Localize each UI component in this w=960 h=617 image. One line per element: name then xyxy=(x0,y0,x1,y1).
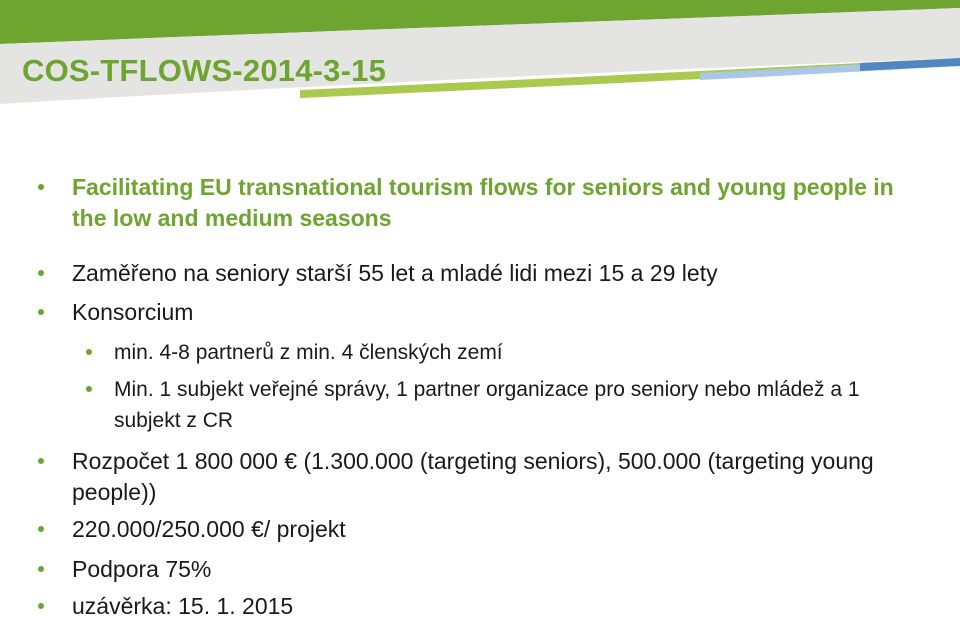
bullet-support xyxy=(72,554,932,585)
bullet-dot-icon xyxy=(38,309,44,315)
bullet-text: Min. 1 subjekt veřejné správy, 1 partner organizace pro seniory nebo mládež a 1 subjekt z CR xyxy=(114,378,860,432)
bullet-text: Zaměřeno na seniory starší 55 let a mladé lidi mezi 15 a 29 lety xyxy=(72,260,718,286)
bullet-deadline xyxy=(72,591,932,617)
bullet-project-amount xyxy=(72,514,932,545)
slide-title: COS-TFLOWS-2014-3-15 xyxy=(22,53,387,88)
bullet-dot-icon xyxy=(86,349,92,355)
bullet-dot-icon xyxy=(38,270,44,276)
bullet-text: Facilitating EU transnational tourism flows for seniors and young people in the low and medium seasons xyxy=(72,174,894,231)
bullet-dot-icon xyxy=(38,526,44,532)
bullet-text: uzávěrka: 15. 1. 2015 xyxy=(72,593,294,617)
bullet-dot-icon xyxy=(38,566,44,572)
bullet-dot-icon xyxy=(38,603,44,609)
bullet-text: Podpora 75% xyxy=(72,556,212,582)
bullet-budget xyxy=(72,446,932,508)
bullet-dot-icon xyxy=(38,458,44,464)
bullet-text: Rozpočet 1 800 000 € (1.300.000 (targeting seniors), 500.000 (targeting young people)) xyxy=(72,448,874,505)
bullet-text: Konsorcium xyxy=(72,299,194,325)
bullet-dot-icon xyxy=(38,184,44,190)
bullet-text: 220.000/250.000 €/ projekt xyxy=(72,516,346,542)
bullet-consortium xyxy=(72,297,932,328)
sub-bullet-partners xyxy=(114,337,914,368)
sub-bullet-composition xyxy=(114,374,914,436)
bullet-project-title xyxy=(72,172,932,234)
bullet-dot-icon xyxy=(86,386,92,392)
bullet-text: min. 4-8 partnerů z min. 4 členských zemí xyxy=(114,341,503,364)
bullet-target-group xyxy=(72,258,932,289)
